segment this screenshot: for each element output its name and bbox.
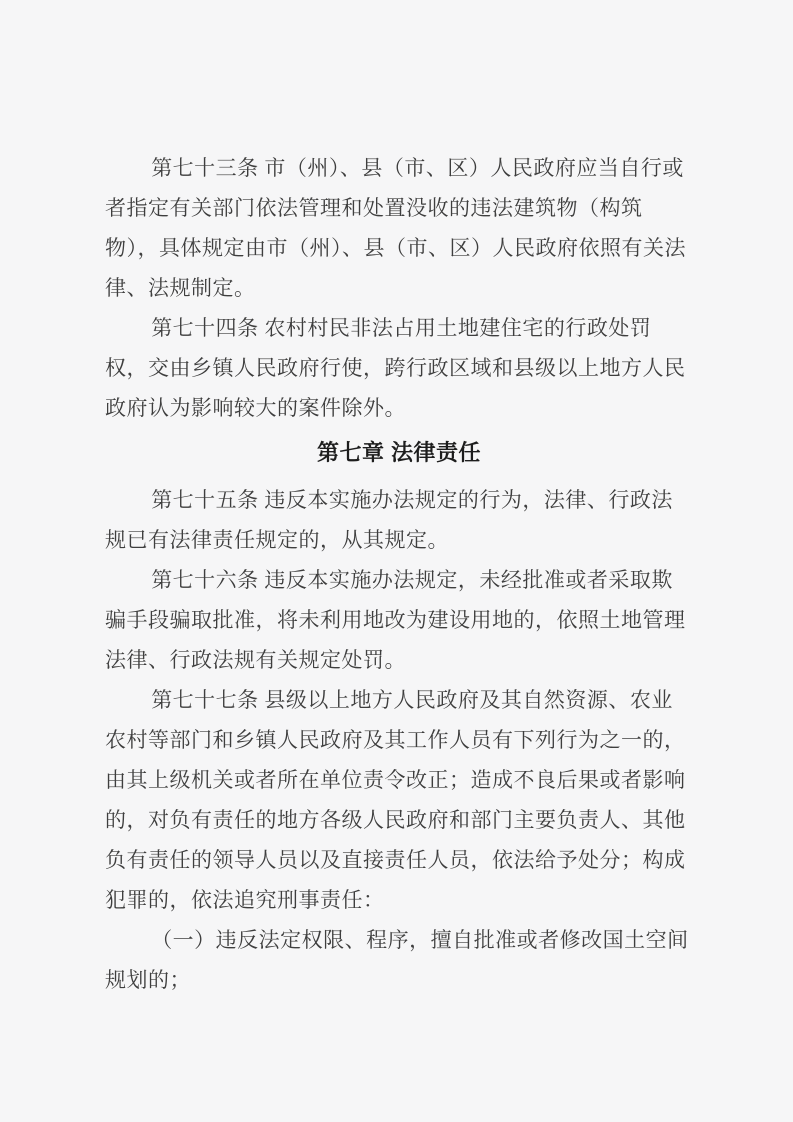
article-77-item-1: （一）违反法定权限、程序，擅自批准或者修改国土空间规划的；	[105, 928, 689, 992]
article-76-paragraph: 第七十六条 违反本实施办法规定，未经批准或者采取欺骗手段骗取批准，将未利用地改为建设用地的，依照土地管理法律、行政法规有关规定处罚。	[105, 568, 686, 672]
chapter-7-heading: 第七章 法律责任	[316, 440, 482, 465]
article-77-paragraph: 第七十七条 县级以上地方人民政府及其自然资源、农业农村等部门和乡镇人民政府及其工作人员有下列行为之一的，由其上级机关或者所在单位责令改正；造成不良后果或者影响的，对负有责任的地方各级人民政府和部门主要负责人、其他负有责任的领导人员以及直接责任人员，依法给予处分；构成犯罪的，依法追究刑事责任：	[105, 688, 686, 912]
article-74-paragraph: 第七十四条 农村村民非法占用土地建住宅的行政处罚权，交由乡镇人民政府行使，跨行政区域和县级以上地方人民政府认为影响较大的案件除外。	[105, 316, 686, 420]
article-73-paragraph: 第七十三条 市（州）、县（市、区）人民政府应当自行或者指定有关部门依法管理和处置没收的违法建筑物（构筑物），具体规定由市（州）、县（市、区）人民政府依照有关法律、法规制定。	[105, 156, 686, 300]
article-75-paragraph: 第七十五条 违反本实施办法规定的行为，法律、行政法规已有法律责任规定的，从其规定。	[105, 488, 673, 552]
